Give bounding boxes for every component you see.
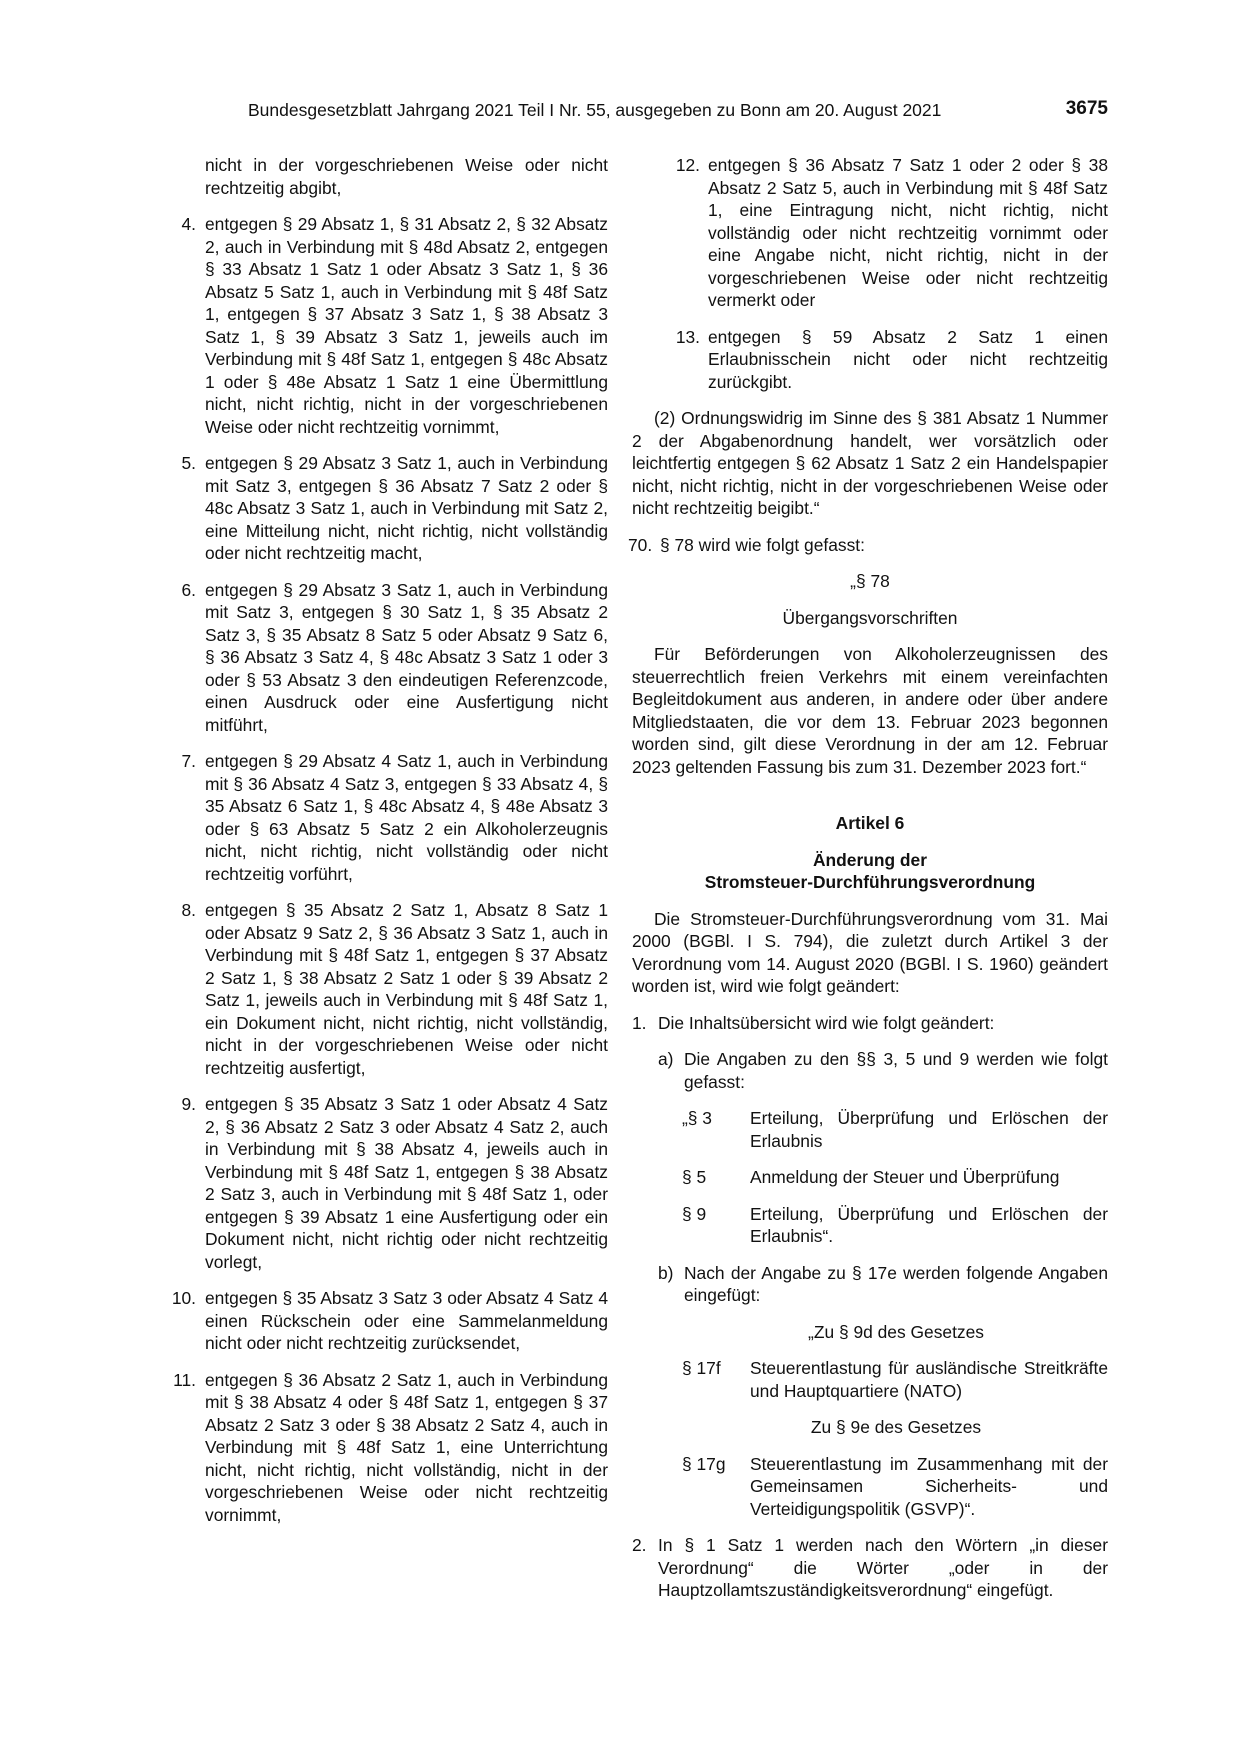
list-item	[160, 452, 608, 565]
section-text: Für Beförderungen von Alkoholerzeugnissen des steuerrechtlich freien Verkehrs mit einem vereinfachten Begleitdokument aus anderen, in andere oder über andere Mitgliedstaaten, die vor dem 13. Februar 2023 begonnen worden sind, gilt diese Verordnung in der am 12. Februar 2023 geltenden Fassung bis zum 31. Dezember 2023 fort.“	[632, 644, 1108, 777]
section-label: „§ 78	[850, 571, 890, 591]
item-number: 12.	[675, 155, 700, 175]
item-text: entgegen § 36 Absatz 7 Satz 1 oder 2 oder § 38 Absatz 2 Satz 5, auch in Verbindung mit § 48f Satz 1, eine Eintragung nicht, nicht richtig, nicht vollständig oder nicht rechtzeitig vornimmt oder eine Angabe nicht, nicht richtig, nicht in der vorgeschriebenen Weise oder nicht rechtzeitig vermerkt oder	[708, 155, 1108, 310]
list-item-70	[628, 534, 1108, 557]
item-number: 11.	[173, 1369, 196, 1390]
toc-text: Anmeldung der Steuer und Überprüfung	[750, 1167, 1060, 1187]
continuation-text: nicht in der vorgeschriebenen Weise oder nicht rechtzeitig abgibt,	[205, 155, 608, 198]
sub-item-b	[632, 1262, 1108, 1307]
item-text: § 78 wird wie folgt gefasst:	[660, 534, 865, 555]
toc-section: § 9	[682, 1203, 707, 1224]
item-number: 6.	[181, 579, 196, 600]
paragraph-2: (2) Ordnungswidrig im Sinne des § 381 Absatz 1 Nummer 2 der Abgabenordnung handelt, wer vorsätzlich oder leichtfertig entgegen § 62 Absatz 1 Satz 2 ein Handelspapier nicht, nicht richtig, nicht in der vorgeschriebenen Weise oder nicht rechtzeitig beigibt.“	[632, 408, 1108, 518]
item-text: entgegen § 29 Absatz 1, § 31 Absatz 2, § 32 Absatz 2, auch in Verbindung mit § 48d Absatz 2, entgegen § 33 Absatz 1 Satz 1 oder Absatz 3 Satz 1, § 36 Absatz 5 Satz 1, auch in Verbindung mit § 48f Satz 1, entgegen § 37 Absatz 3 Satz 1, § 38 Absatz 3 Satz 1, § 39 Absatz 3 Satz 1, jeweils auch im Verbindung mit § 48f Satz 1, entgegen § 48c Absatz 1 oder § 48e Absatz 1 Satz 1 eine Übermittlung nicht, nicht richtig, nicht in der vorgeschriebenen Weise oder nicht rechtzeitig vornimmt,	[205, 214, 608, 437]
right-column	[628, 154, 1108, 1616]
item-text: entgegen § 35 Absatz 3 Satz 3 oder Absatz 4 Satz 4 einen Rückschein oder eine Sammelanmeldung nicht oder nicht rechtzeitig zurücksendet,	[205, 1288, 608, 1353]
left-column	[160, 154, 608, 1540]
toc-section: „§ 3	[682, 1108, 712, 1128]
list-item	[160, 899, 608, 1079]
article-title-line1: Änderung der	[812, 849, 927, 870]
article-title-line2: Stromsteuer-Durchführungsverordnung	[704, 872, 1036, 892]
sub-item-letter: a)	[658, 1049, 674, 1069]
toc-text: Erteilung, Überprüfung und Erlöschen der Erlaubnis	[750, 1108, 1108, 1151]
page-header	[248, 100, 1108, 128]
item-text: entgegen § 35 Absatz 3 Satz 1 oder Absatz 4 Satz 2, § 36 Absatz 2 Satz 3 oder Absatz 4 Satz 2, auch in Verbindung mit § 38 Absatz 4, jeweils auch in Verbindung mit § 48f Satz 1, entgegen § 38 Absatz 2 Satz 3, auch in Verbindung mit § 48f Satz 1, oder entgegen § 39 Absatz 1 eine Ausfertigung oder ein Dokument nicht, nicht richtig oder nicht rechtzeitig vorlegt,	[205, 1094, 608, 1272]
sub-item-text: Nach der Angabe zu § 17e werden folgende Angaben eingefügt:	[684, 1262, 1108, 1305]
toc-text: Steuerentlastung für ausländische Streitkräfte und Hauptquartiere (NATO)	[750, 1358, 1108, 1401]
toc-text: Erteilung, Überprüfung und Erlöschen der Erlaubnis“.	[750, 1203, 1108, 1246]
article-heading: Artikel 6	[835, 813, 905, 833]
item-text: entgegen § 29 Absatz 3 Satz 1, auch in Verbindung mit Satz 3, entgegen § 36 Absatz 7 Satz 2 oder § 48c Absatz 3 Satz 1, auch in Verbindung mit Satz 2, eine Mitteilung nicht, nicht richtig, nicht vollständig oder nicht rechtzeitig macht,	[205, 453, 608, 563]
list-item-2	[632, 1534, 1108, 1602]
item-number: 5.	[181, 453, 196, 473]
item-number: 8.	[181, 900, 196, 920]
list-item-1	[632, 1012, 1108, 1035]
item-number: 10.	[171, 1288, 196, 1308]
toc-group-heading: „Zu § 9d des Gesetzes	[808, 1321, 984, 1342]
toc-entry	[632, 1357, 1108, 1402]
item-text: entgegen § 35 Absatz 2 Satz 1, Absatz 8 Satz 1 oder Absatz 9 Satz 2, § 36 Absatz 3 Satz 1, auch in Verbindung mit § 48f Satz 1, entgegen § 37 Absatz 2 Satz 1, § 38 Absatz 2 Satz 1 oder § 39 Absatz 2 Satz 1, jeweils auch in Verbindung mit § 48f Satz 1, ein Dokument nicht, nicht richtig, nicht vollständig, nicht in der vorgeschriebenen Weise oder nicht rechtzeitig ausfertigt,	[205, 900, 608, 1078]
page-number: 3675	[1065, 98, 1108, 119]
article-intro: Die Stromsteuer-Durchführungsverordnung vom 31. Mai 2000 (BGBl. I S. 794), die zuletzt durch Artikel 3 der Verordnung vom 14. August 2020 (BGBl. I S. 1960) geändert worden ist, wird wie folgt geändert:	[632, 908, 1108, 996]
list-item	[160, 213, 608, 438]
item-number: 7.	[181, 751, 196, 771]
item-text: entgegen § 59 Absatz 2 Satz 1 einen Erlaubnisschein nicht oder nicht rechtzeitig zurückgibt.	[708, 326, 1108, 392]
toc-section: § 17f	[682, 1358, 721, 1378]
toc-entry	[632, 1107, 1108, 1152]
item-number: 70.	[628, 534, 653, 555]
toc-section: § 5	[682, 1167, 707, 1187]
toc-entry	[632, 1203, 1108, 1248]
toc-group-heading: Zu § 9e des Gesetzes	[810, 1417, 982, 1437]
item-text: entgegen § 29 Absatz 4 Satz 1, auch in Verbindung mit § 36 Absatz 4 Satz 3, entgegen § 33 Absatz 4, § 35 Absatz 6 Satz 1, § 48c Absatz 4, § 48e Absatz 3 oder § 63 Absatz 5 Satz 2 ein Alkoholerzeugnis nicht, nicht richtig, nicht vollständig oder nicht rechtzeitig vorführt,	[205, 751, 608, 884]
item-number: 4.	[181, 214, 196, 234]
sub-item-a	[632, 1048, 1108, 1093]
list-item	[160, 1369, 608, 1527]
item-text: Die Inhaltsübersicht wird wie folgt geändert:	[658, 1012, 995, 1033]
item-text: entgegen § 29 Absatz 3 Satz 1, auch in Verbindung mit Satz 3, entgegen § 30 Satz 1, § 35 Absatz 2 Satz 3, § 35 Absatz 8 Satz 5 oder Absatz 9 Satz 6, § 36 Absatz 3 Satz 4, § 48c Absatz 3 Satz 1 oder 3 oder § 53 Absatz 3 den eindeutigen Referenzcode, einen Ausdruck oder eine Ausfertigung nicht mitführt,	[205, 579, 608, 735]
item-number: 13.	[675, 326, 700, 347]
item-text: In § 1 Satz 1 werden nach den Wörtern „in dieser Verordnung“ die Wörter „oder in der Hauptzollamtszuständigkeitsverordnung“ eingefügt.	[658, 1535, 1108, 1600]
list-item	[160, 579, 608, 737]
sub-item-text: Die Angaben zu den §§ 3, 5 und 9 werden wie folgt gefasst:	[684, 1049, 1108, 1092]
header-title: Bundesgesetzblatt Jahrgang 2021 Teil I Nr. 55, ausgegeben zu Bonn am 20. August 2021	[248, 100, 942, 120]
item-number: 2.	[632, 1535, 647, 1555]
item-number: 1.	[632, 1012, 647, 1033]
item-number: 9.	[181, 1094, 196, 1114]
list-item	[632, 326, 1108, 394]
list-item	[632, 154, 1108, 312]
toc-entry	[632, 1166, 1108, 1189]
toc-section: § 17g	[682, 1453, 726, 1474]
item-text: entgegen § 36 Absatz 2 Satz 1, auch in Verbindung mit § 38 Absatz 4 oder § 48f Satz 1, entgegen § 37 Absatz 2 Satz 3 oder § 38 Absatz 2 Satz 4, auch in Verbindung mit § 48f Satz 1, eine Unterrichtung nicht, nicht richtig, nicht vollständig, nicht in der vorgeschriebenen Weise oder nicht rechtzeitig vornimmt,	[205, 1369, 608, 1525]
section-title: Übergangsvorschriften	[782, 607, 958, 628]
list-item	[160, 750, 608, 885]
list-item	[160, 1287, 608, 1355]
list-item	[160, 1093, 608, 1273]
sub-item-letter: b)	[658, 1262, 674, 1283]
toc-text: Steuerentlastung im Zusammenhang mit der Gemeinsamen Sicherheits- und Verteidigungspolitik (GSVP)“.	[750, 1453, 1108, 1519]
toc-entry	[632, 1453, 1108, 1521]
